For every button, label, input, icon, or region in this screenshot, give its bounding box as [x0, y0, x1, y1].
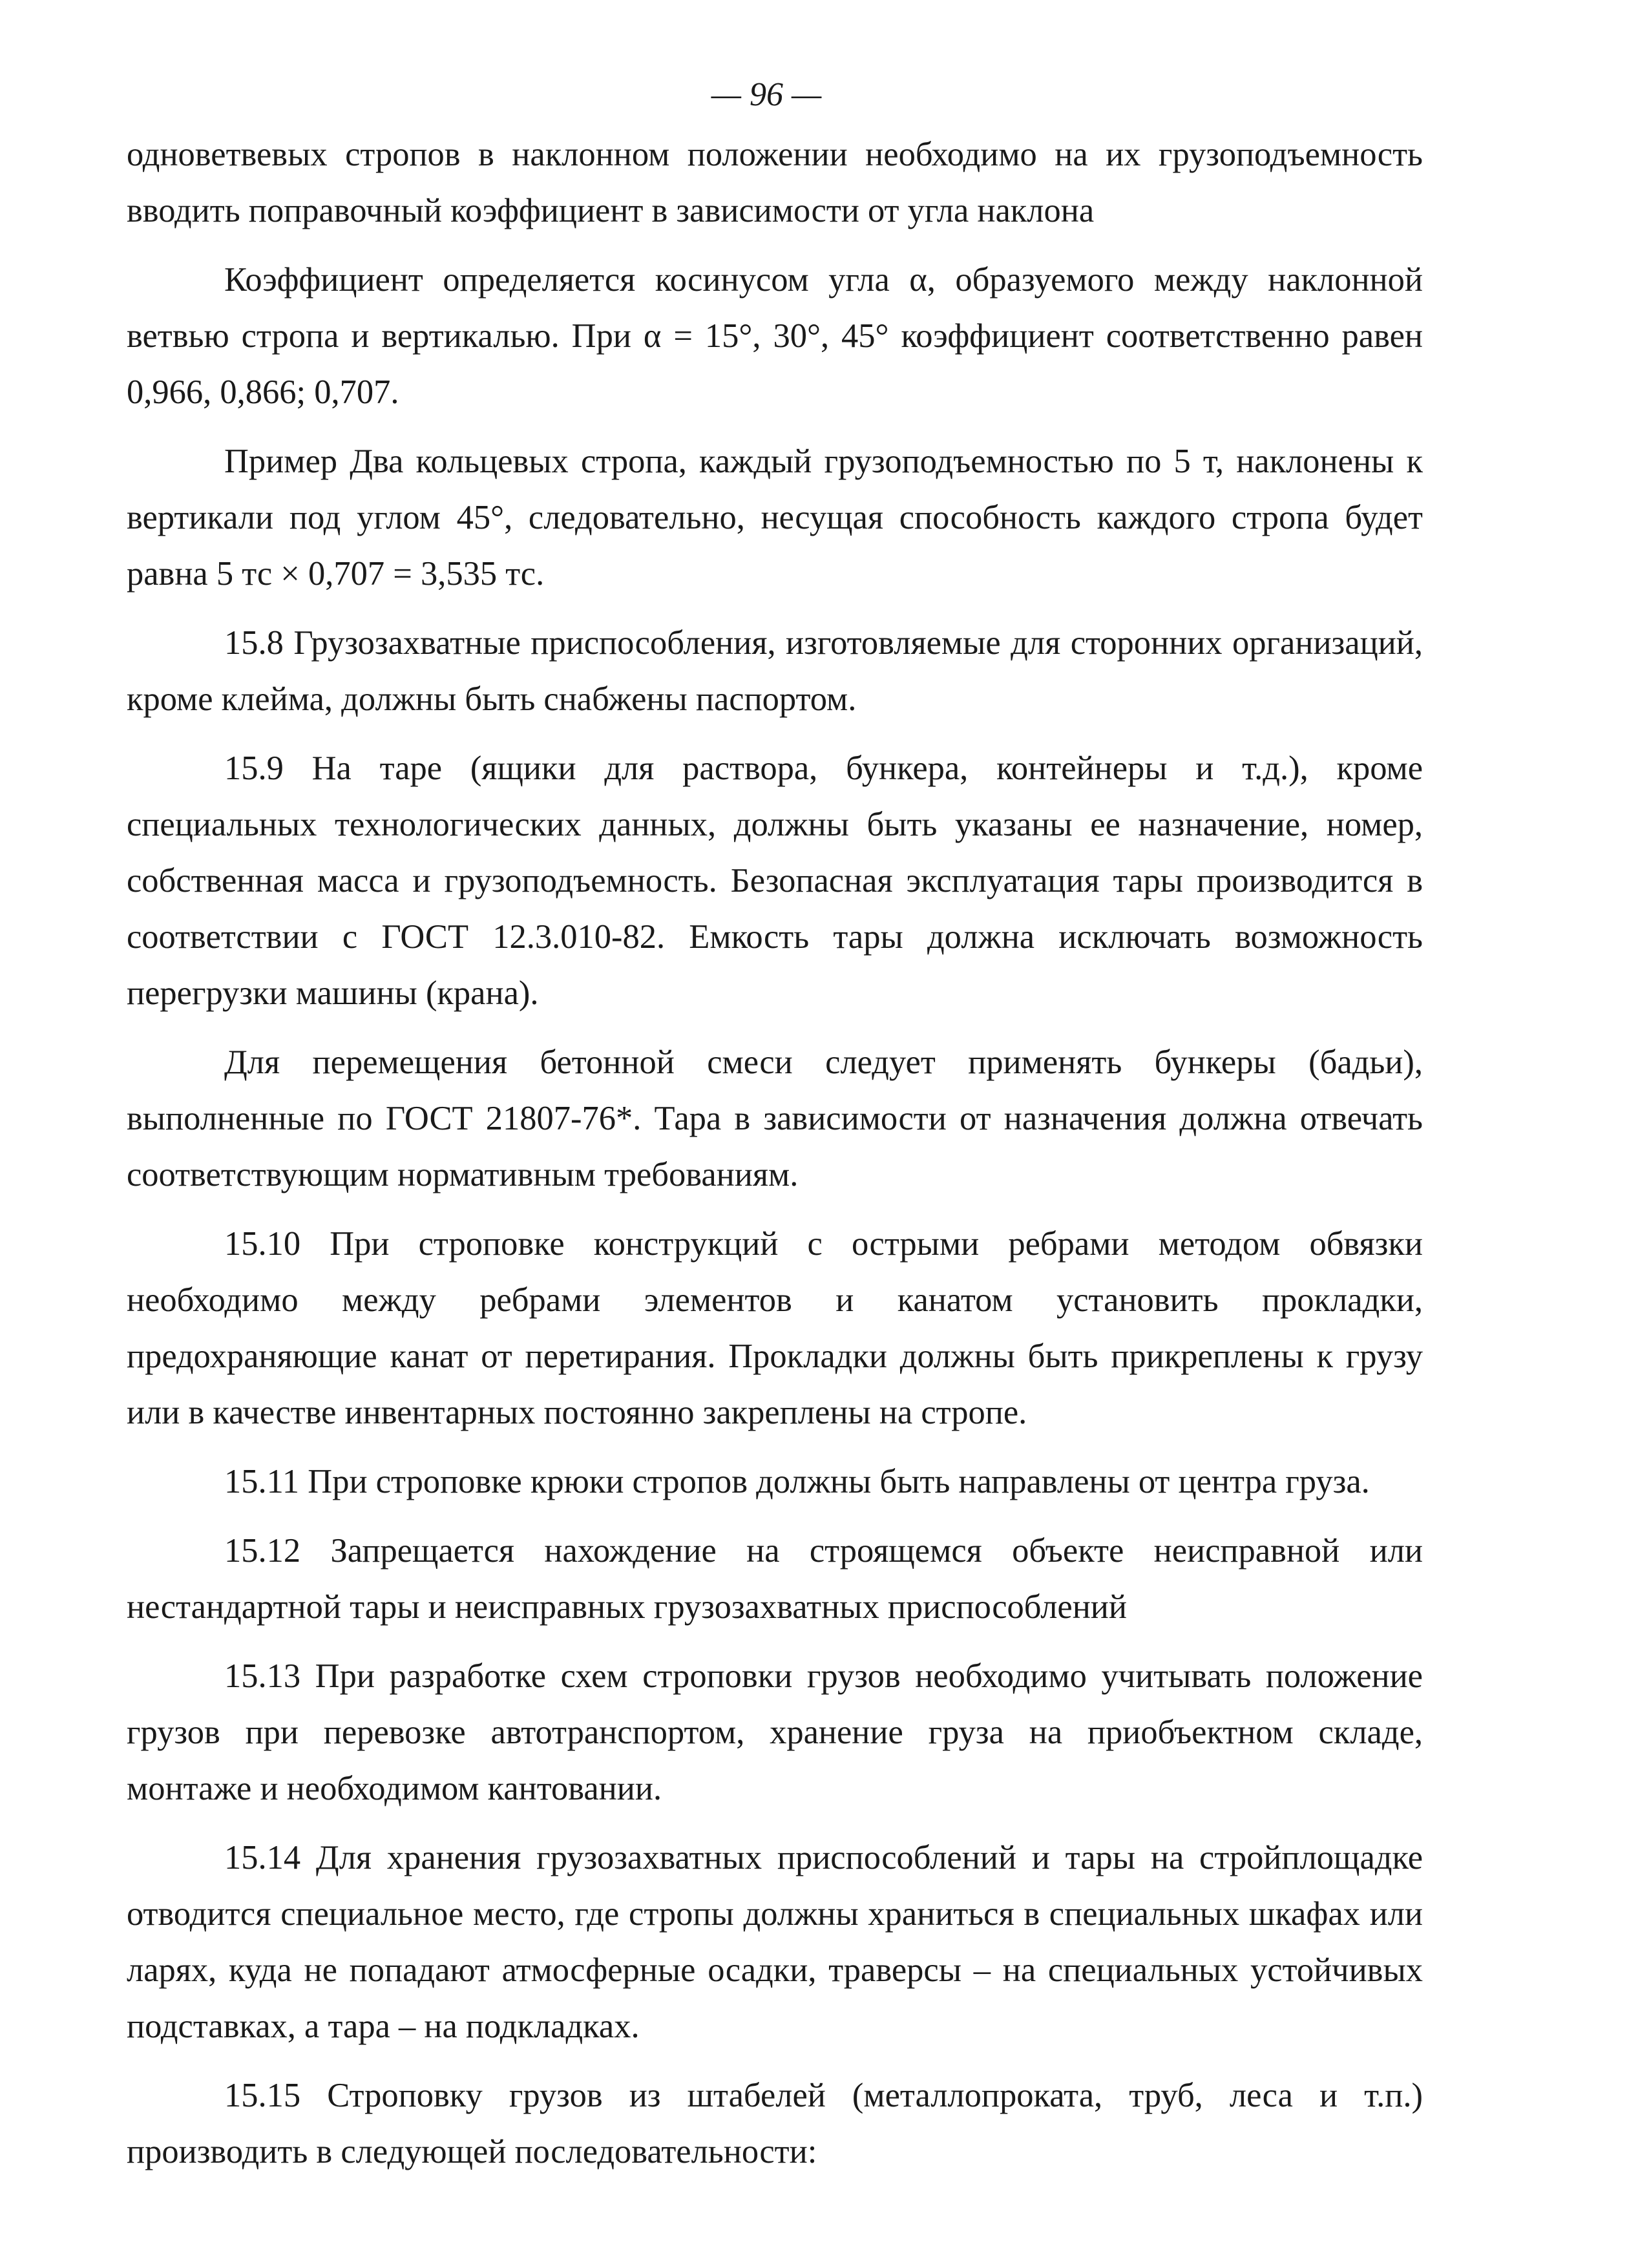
paragraph-coefficient: Коэффициент определяется косинусом угла α, образуемого между наклонной ветвью стропа и вертикалью. При α = 15°, 30°, 45° коэффициент соответственно равен 0,966, 0,866; 0,707. [127, 261, 1423, 411]
paragraph-15-8: 15.8 Грузозахватные приспособления, изготовляемые для сторонних организаций, кроме клейма, должны быть снабжены паспортом. [127, 624, 1423, 718]
paragraph-15-12: 15.12 Запрещается нахождение на строящемся объекте неисправной или нестандартной тары и неисправных грузозахватных приспособлений [127, 1532, 1423, 1626]
paragraph-15-9: 15.9 На таре (ящики для раствора, бункера, контейнеры и т.д.), кроме специальных технологических данных, должны быть указаны ее назначение, номер, собственная масса и грузоподъемность. Безопасная эксплуатация тары производится в соответствии с ГОСТ 12.3.010-82. Емкость тары должна исключать возможность перегрузки машины (крана). [127, 750, 1423, 1012]
paragraph-15-10: 15.10 При строповке конструкций с острыми ребрами методом обвязки необходимо между ребрами элементов и канатом установить прокладки, предохраняющие канат от перетирания. Прокладки должны быть прикреплены к грузу или в качестве инвентарных постоянно закреплены на стропе. [127, 1225, 1423, 1431]
paragraph-15-15: 15.15 Строповку грузов из штабелей (металлопроката, труб, леса и т.п.) производить в следующей последовательности: [127, 2077, 1423, 2170]
paragraph-concrete-bunkers: Для перемещения бетонной смеси следует применять бункеры (бадьи), выполненные по ГОСТ 21807-76*. Тара в зависимости от назначения должна отвечать соответствующим нормативным требованиям. [127, 1044, 1423, 1193]
paragraph-15-13: 15.13 При разработке схем строповки грузов необходимо учитывать положение грузов при перевозке автотранспортом, хранение груза на приобъектном складе, монтаже и необходимом кантовании. [127, 1657, 1423, 1807]
paragraph-example: Пример Два кольцевых стропа, каждый грузоподъемностью по 5 т, наклонены к вертикали под углом 45°, следовательно, несущая способность каждого стропа будет равна 5 тс × 0,707 = 3,535 тс. [127, 443, 1423, 593]
paragraph-15-11: 15.11 При строповке крюки стропов должны быть направлены от центра груза. [224, 1463, 1370, 1500]
body-text [127, 127, 1423, 2193]
page-number: — 96 — [711, 76, 822, 113]
paragraph-15-14: 15.14 Для хранения грузозахватных приспособлений и тары на стройплощадке отводится специальное место, где стропы должны храниться в специальных шкафах или ларях, куда не попадают атмосферные осадки, траверсы – на специальных устойчивых подставках, а тара – на подкладках. [127, 1839, 1423, 2045]
paragraph-continuation: одноветвевых стропов в наклонном положении необходимо на их грузоподъемность вводить поправочный коэффициент в зависимости от угла наклона [127, 136, 1423, 229]
